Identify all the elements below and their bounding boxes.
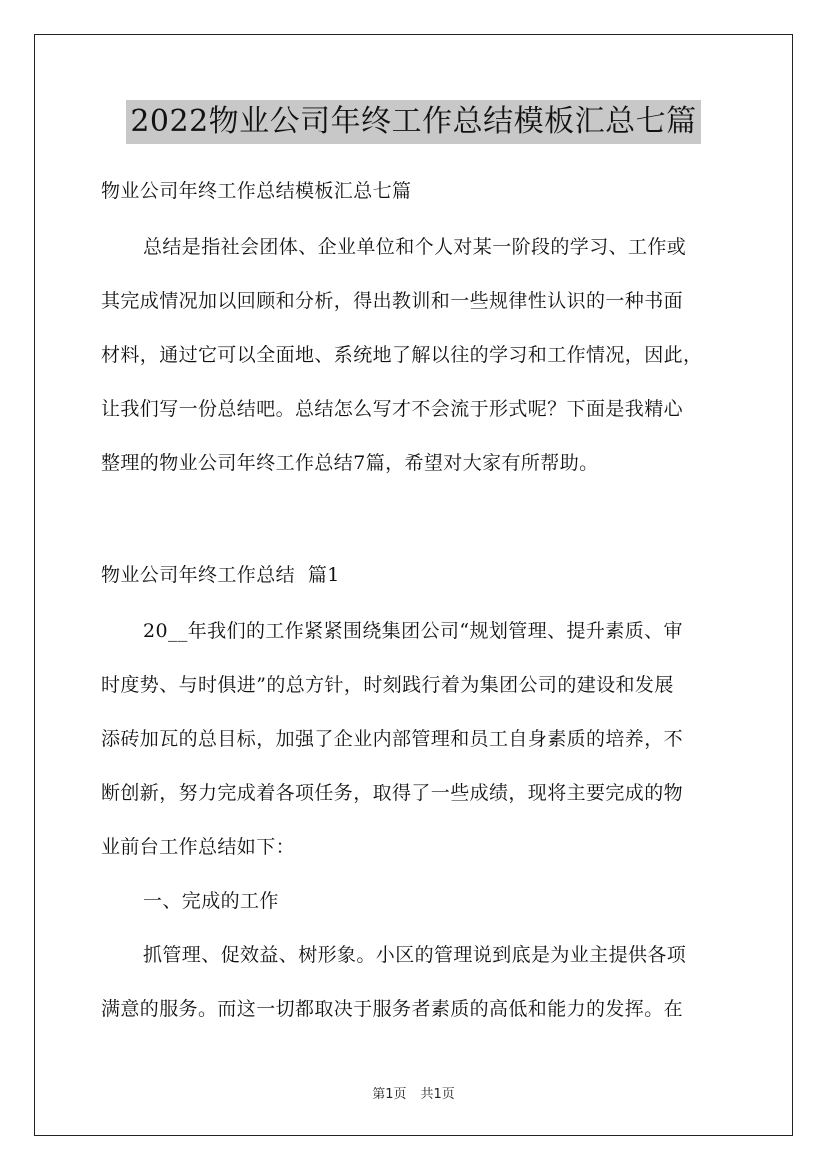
- intro-paragraph: [101, 232, 741, 502]
- paragraph-line: 业前台工作总结如下：: [101, 836, 296, 858]
- section-heading: 物业公司年终工作总结 篇1: [101, 564, 340, 586]
- document-title-text: 2022物业公司年终工作总结模板汇总七篇: [126, 100, 700, 144]
- paragraph-line: 总结是指社会团体、企业单位和个人对某一阶段的学习、工作或: [143, 236, 687, 258]
- paragraph-line: 添砖加瓦的总目标，加强了企业内部管理和员工自身素质的培养，不: [101, 728, 684, 750]
- page-total: 共1页: [420, 1087, 455, 1102]
- paragraph-line: 整理的物业公司年终工作总结7篇，希望对大家有所帮助。: [101, 452, 599, 474]
- paragraph-line: 满意的服务。而这一切都取决于服务者素质的高低和能力的发挥。在: [101, 998, 684, 1020]
- page-footer: [0, 1083, 827, 1102]
- subheading: 一、完成的工作: [143, 890, 279, 912]
- paragraph-line: 抓管理、促效益、树形象。小区的管理说到底是为业主提供各项: [143, 944, 687, 966]
- paragraph-line: 让我们写一份总结吧。总结怎么写才不会流于形式呢？下面是我精心: [101, 398, 684, 420]
- document-subtitle: 物业公司年终工作总结模板汇总七篇: [101, 180, 412, 202]
- document-title: [0, 100, 827, 144]
- paragraph-line: 时度势、与时俱进”的总方针，时刻践行着为集团公司的建设和发展: [101, 674, 674, 696]
- paragraph-line: 材料，通过它可以全面地、系统地了解以往的学习和工作情况，因此，: [101, 344, 703, 366]
- paragraph-line: 其完成情况加以回顾和分析，得出教训和一些规律性认识的一种书面: [101, 290, 684, 312]
- section1-paragraph-2: [101, 940, 741, 1048]
- spacer: [101, 220, 741, 232]
- spacer: [101, 502, 741, 560]
- subheading-block: [101, 886, 741, 940]
- page-number: 第1页: [372, 1087, 407, 1102]
- document-body: [101, 176, 741, 1048]
- spacer: [101, 604, 741, 616]
- section1-paragraph: [101, 616, 741, 886]
- paragraph-line: 断创新，努力完成着各项任务，取得了一些成绩，现将主要完成的物: [101, 782, 684, 804]
- paragraph-line: 20__年我们的工作紧紧围绕集团公司“规划管理、提升素质、审: [143, 620, 683, 642]
